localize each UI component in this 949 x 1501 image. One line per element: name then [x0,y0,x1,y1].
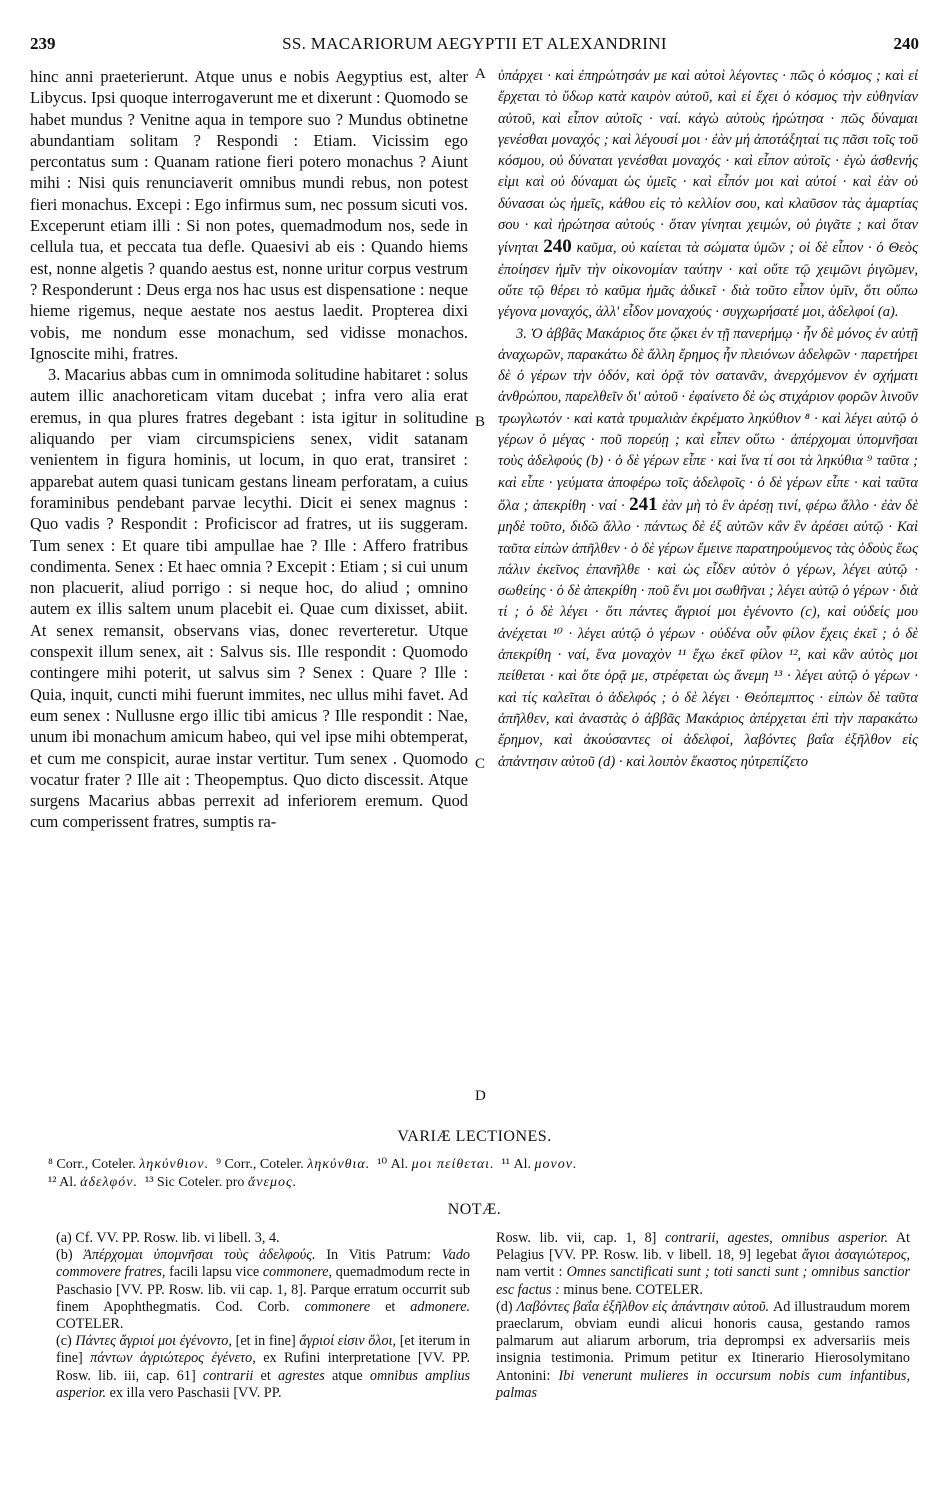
greek-text-1a: ὑπάρχει · καὶ ἐπηρώτησάν με καὶ αὐτοὶ λέγοντες · πῶς ὁ κόσμος ; καὶ εἰ ἔρχεται τὸ ὕδωρ κατὰ καιρὸν αὐτοῦ, καὶ εἰ ἔχει ὁ κόσμος τὴν εὐθηνίαν αὐτοῦ, καὶ εἶπον αὐτοῖς · ναί. κἀγὼ αὐτοὺς ἠρώτησα · πῶς δύναμαι γενέσθαι μοναχός ; καὶ λέγουσί μοι · ἐὰν μή ἀποτάξηταί τις πᾶσι τοῖς τοῦ κόσμου, οὐ δύναται γενέσθαι μοναχός · καὶ εἶπον αὐτοῖς · ἐγὼ ἀσθενής εἰμι καὶ οὐ δύναμαι ὡς ὑμεῖς · καὶ εἶπόν μοι καὶ αὐτοί · καὶ ἐὰν οὐ δύνασαι ὡς ἡμεῖς, κάθου εἰς τὸ κελλίον σου, καὶ κλαῦσον τὰς ἁμαρτίας σου · καὶ ἠρώτησα αὐτούς · ὅταν γίνηται χειμών, οὐ ῥιγᾶτε ; καὶ ὅταν γίνηται [498,68,918,257]
note-d: (d) Λαβόντες βαΐα ἐξῆλθον εἰς ἀπάντησιν αὐτοῦ. Ad illustraudum morem praeclarum, obviam eundi alicui honoris causa, gestando ramos palmarum aut aliarum arborum, tria deprompsi ex adversariis meis insignia testimonia. Primum petitur ex Itinerario Hierosolymitano Antonini: Ibi venerunt mulieres in occursum nobis cum infantibus, palmas [496,1298,911,1401]
note-b: (b) Ἀπέρχομαι ὑπομνῆσαι τοὺς ἀδελφούς. In Vitis Patrum: Vado commovere fratres, facili lapsu vice commonere, quemadmodum recte in Paschasio [VV. PP. Rosw. lib. vii cap. 1, 8]. Parque erratum occurrit sub finem Apophthegmatis. Cod. Corb. commonere et admonere. COTELER. [56,1247,471,1333]
variant-reading: ἀδελφόν. [80,1175,139,1190]
greek-text-2b: ἐὰν μὴ τὸ ἓν ἀρέσῃ τινί, φέρω ἄλλο · ἐὰν δὲ μηδὲ τοῦτο, διδῶ ἄλλο · πάντως δὲ ἐξ αὐτῶν κἂν ἓν ἀρέσει αὐτῷ · Καὶ ταῦτα εἰπὼν ἀπῆλθεν · ὁ δὲ γέρων ἔμεινε παρατηρούμενος τὰς ὁδοὺς ἕως πάλιν ἐκεῖνος ἐπανῆλθε · καὶ ὡς εἶδεν αὐτὸν ὁ γέρων, λέγει αὐτῷ · σωθείης · ὁ δὲ ἀπεκρίθη · ποῦ ἔνι μοι σωθῆναι ; λέγει αὐτῷ ὁ γέρων · διὰ τί ; ὁ δὲ λέγει · ὅτι πάντες ἄγριοί μοι ἐγένοντο (c), καὶ οὐδείς μου ἀνέχεται ¹⁰ · λέγει αὐτῷ ὁ γέρων · οὐδένα οὖν φίλον ἔχεις ἐκεῖ ; ὁ δὲ ἀπεκρίθη · ναί, ἕνα μοναχὸν ¹¹ ἔχω ἐκεῖ φίλον ¹², καὶ κἂν αὐτὸς μοι πείθεται · καὶ ὅτε ὁρᾷ με, στρέφεται ὡς ἄνεμη ¹³ · λέγει αὐτῷ ὁ γέρων · καὶ τίς καλεῖται ὁ ἀδελφός ; ὁ δὲ λέγει · Θεόπεμπτος · εἰπὼν δὲ ταῦτα ἀπῆλθεν, καὶ ἀναστὰς ὁ ἀββᾶς Μακάριος ἀπέρχεται ἐπὶ τὴν παρακάτω ἔρημον, καὶ ἀκούσαντες οἱ ἀδελφοί, λαβόντες βαΐα ἐξῆλθον εἰς ἀπάντησιν αὐτοῦ (d) · καὶ λοιπὸν ἕκαστος ηὐτρεπίζετο [498,497,918,770]
variant-reading: ληκύνθια. [307,1157,371,1172]
latin-paragraph-1: hinc anni praeterierunt. Atque unus e nobis Aegyptius est, alter Libycus. Ipsi quoque interrogaverunt me et dixerunt : Quomodo se habet mundus ? Venitne aqua in tempore suo ? Mundus obtinetne abundantiam solitam ? Respondi : Etiam. Vicissim ego percontatus sum : Quanam ratione fieri potero monachus ? Aiunt mihi : Nisi quis renunciaverit omnibus mundi rebus, non potest fieri monachus. Excepi : Ego infirmus sum, nec possum sicuti vos. Exceperunt etiam illi : Si non potes, quemadmodum nos, sede in cellula tua, et peccata tua defle. Quaesivi ab eis : Quando hiems est, nonne algetis ? quando aestus est, nonne uritur corpus vestrum ? Responderunt : Deus erga nos hac usus est dispensatione : neque hieme rigemus, neque aestate nos aestus laedit. Propterea dixi vobis, me nondum esse monachum, sed vidisse monachos. Ignoscite mihi, fratres. [30,67,468,363]
margin-letter-b: B [475,414,486,430]
page-number-left: 239 [30,34,56,53]
variant-reading: ληκύνθιον. [139,1157,210,1172]
variae-lectiones [48,1156,914,1192]
note-a: (a) Cf. VV. PP. Rosw. lib. vi libell. 3, 4. [56,1230,280,1246]
greek-paragraph-1 [498,66,918,324]
running-title: SS. MACARIORUM AEGYPTII ET ALEXANDRINI [282,34,667,53]
latin-column [30,66,468,833]
latin-paragraph-2: 3. Macarius abbas cum in omnimoda solitudine habitaret : solus autem illic anachoreticam vitam ducebat ; infra vero alia erat eremus, in qua plures fratres degebant : ista igitur in solitudine aliquando per viam circumspiciens senex, vidit satanam venientem in figura hominis, ut locum, in quo erat, transiret : apparebat autem quasi tunicam gestans lineam perforatam, a cuius foraminibus pendebant parvae lecythi. Dicit ei senex magnus : Quo vadis ? Respondit : Proficiscor ad fratres, ut iis suggeram. Tum senex : Et quare tibi ampullae hae ? Ille : Affero fratribus condimenta. Senex : Et haec omnia ? Excepit : Etiam ; si cui unum non placuerit, aliud porrigo : si neque hoc, do aliud ; omnino autem ex illis saltem unum placebit ei. Quae cum dixisset, abiit. At senex remansit, observans vias, donec reverteretur. Utque conspexit illum senex, ait : Salvus sis. Ille respondit : Quomodo contingere mihi poterit, ut salvus sim ? Senex : Quare ? Ille : Quia, inquit, cuncti mihi fuerunt immites, nec ullus mihi favet. Ad eum senex : Nullusne ergo illic tibi amicus ? Ille respondit : Nae, unum ibi monachum amicum habeo, qui vel ipse mihi obtemperat, et cum me conspicit, aurae instar vertitur. Tum senex . Quomodo vocatur frater ? Ille ait : Theopemptus. Quo dicto discessit. Atque surgens Macarius abbas perrexit ad inferiorem eremum. Quod cum comperissent fratres, sumptis ra- [30,365,468,832]
variant-note: ¹³ Sic Coteler. pro [145,1175,245,1190]
margin-letter-a: A [475,66,486,82]
greek-paragraph-2 [498,324,918,773]
greek-text-2a: 3. Ὁ ἀββᾶς Μακάριος ὅτε ᾤκει ἐν τῇ πανερήμῳ · ἦν δὲ μόνος ἐν αὐτῇ ἀναχωρῶν, παρακάτω δὲ ἄλλη ἔρημος ἦν πλειόνων ἀδελφῶν · παρετήρει δὲ ὁ γέρων τὴν ὁδόν, καὶ ὁρᾷ τὸν σατανᾶν, ἀνερχόμενον ἐν σχήματι ἀνθρώπου, παρελθεῖν δι' αὐτοῦ · ἐφαίνετο δὲ ὡς στιχάριον φορῶν λινοῦν τρωγλωτόν · καὶ κατὰ τρυμαλιὰν ἐκρέματο ληκύθιον ⁸ · καὶ λέγει αὐτῷ ὁ γέρων ὁ μέγας · ποῦ πορεύῃ ; καὶ εἶπεν οὕτω · ἀπέρχομαι ὑπομνῆσαι τοὺς ἀδελφούς (b) · ὁ δὲ γέρων εἶπε · καὶ ἵνα τί σοι τὰ ληκύθια ⁹ ταῦτα ; καὶ εἶπε · γεύματα ἀποφέρω τοῖς ἀδελφοῖς · ὁ δὲ γέρων εἶπε · καὶ ταῦτα ὅλα ; ἀπεκρίθη · ναί · [498,325,918,514]
page-number-right: 240 [893,34,919,53]
page-marker-240: 240 [543,236,572,258]
notae-right-column [496,1230,910,1402]
notae-title: NOTÆ. [447,1201,502,1218]
page-marker-241: 241 [629,493,658,515]
margin-letter-d: D [475,1088,486,1104]
variant-note: ⁹ Corr., Coteler. [216,1157,304,1172]
margin-letter-c: C [475,756,486,772]
variant-note: ⁸ Corr., Coteler. [48,1157,136,1172]
variant-reading: μοι πείθεται. [411,1157,495,1172]
note-c: (c) Πάντες ἄγριοί μοι ἐγένοντο, [et in fine] ἄγριοί εἰσιν ὅλοι, [et iterum in fine] πάντων ἀγριώτερος ἐγένετο, ex Rufini interpretatione [VV. PP. Rosw. lib. iii, cap. 61] contrarii et agrestes atque omnibus amplius asperior. ex illa vero Paschasii [VV. PP. [56,1333,471,1401]
page-header [30,34,919,58]
variant-reading: μονον. [534,1157,578,1172]
greek-text-1b: καῦμα, οὐ καίεται τὰ σώματα ὑμῶν ; οἱ δὲ εἶπον · ὁ Θεὸς ἐποίησεν ἡμῖν τὴν οἰκονομίαν ταύτην · καὶ οὔτε τῷ χειμῶνι ῥιγῶμεν, οὔτε τῷ θέρει τὸ καῦμα ἡμᾶς ἀδικεῖ · διὰ τοῦτο εἶπον ὑμῖν, ὅτι οὔπω γέγονα μοναχός, ἀλλ' εἶδον μοναχούς · συγχωρήσατέ μοι, ἀδελφοί (a). [498,240,918,321]
notae-left-column [56,1230,470,1402]
variae-line-1 [48,1156,914,1174]
greek-column [498,66,918,773]
note-c-continued: Rosw. lib. vii, cap. 1, 8] contrarii, agestes, omnibus asperior. At Pelagius [VV. PP. Rosw. lib. v libell. 18, 9] legebat ἅγιοι ἀσαγιώτερος, nam vertit : Omnes sanctificati sunt ; toti sancti sunt ; omnibus sanctior esc factus : minus bene. COTELER. [496,1230,911,1298]
variant-note: ¹⁰ Al. [377,1157,409,1172]
variant-reading: ἄνεμος. [247,1175,298,1190]
variant-note: ¹² Al. [48,1175,77,1190]
variae-line-2 [48,1174,914,1192]
variant-note: ¹¹ Al. [501,1157,531,1172]
variae-title: VARIÆ LECTIONES. [397,1128,552,1145]
